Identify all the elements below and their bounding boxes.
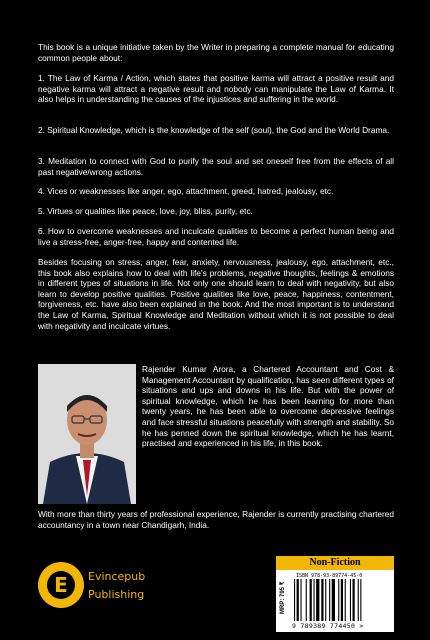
barcode-bar (294, 579, 295, 621)
barcode-icon (292, 579, 390, 621)
barcode-bar (310, 579, 312, 621)
barcode-bar (332, 579, 335, 621)
mrp-label: MRP: 795 ₹ (280, 581, 286, 614)
point-1: 1. The Law of Karma / Action, which states that positive karma will attract a positive result and negative karma will attract a negative result and nobody can manipulate the Law of Karma. It also helps in understanding the causes of the injustices and suffering in the world. (38, 73, 394, 105)
barcode-number: 9 789389 774450 > (292, 622, 364, 630)
author-bio-continued: With more than thirty years of professional experience, Rajender is currently practising chartered accountancy in a town near Chandigarh, India. (38, 509, 394, 530)
author-bio: Rajender Kumar Arora, a Chartered Accountant and Cost & Management Accountant by qualification, has seen different types of situations and ups and downs in his life. But with the power of spiritual knowledge, which he has been learning for more than twenty years, he has been able to overcome depressive feelings and face stressful situations peacefully with strength and stability. So he has penned down the spiritual knowledge, which he has learnt, practised and experienced in his life, in this book. (142, 364, 394, 449)
barcode-bar (314, 579, 315, 621)
genre-badge: Non-Fiction (276, 556, 394, 570)
barcode-bar (316, 579, 319, 621)
barcode-bar (321, 579, 323, 621)
publisher-name-line1: Evincepub (88, 570, 146, 583)
logo-letter: E (47, 571, 75, 599)
publisher-logo (38, 562, 178, 614)
isbn-text: ISBN 978-93-89774-45-0 (296, 573, 363, 579)
barcode-bar (353, 579, 355, 621)
author-portrait-icon (38, 364, 136, 504)
point-2: 2. Spiritual Knowledge, which is the knowledge of the self (soul), the God and the World Drama. (38, 125, 390, 135)
intro-paragraph: This book is a unique initiative taken by the Writer in preparing a complete manual for educating common people about: (38, 42, 394, 63)
barcode-bar (297, 579, 299, 621)
author-photo (38, 364, 136, 504)
barcode-bar (301, 579, 302, 621)
barcode-bar (358, 579, 359, 621)
barcode-bar (350, 579, 351, 621)
summary-paragraph: Besides focusing on stress, anger, fear, anxiety, nervousness, jealousy, ego, attachment, etc., this book also explains how to deal with life's problems, negative thoughts, feelings & emotions in different types of situations in life. Not only one should learn to deal with negativity, but also learn to develop positive qualities. Positive qualities like love, peace, happiness, contentment, forgiveness, etc. have also been explained in the book. And the most important is to understand the Law of Karma, Spiritual Knowledge and Meditation without which it is not possible to deal with negativity and inculcate virtues. (38, 257, 394, 331)
publisher-name-line2: Publishing (88, 588, 145, 601)
barcode-bar (345, 579, 346, 621)
barcode-bar (325, 579, 326, 621)
point-3: 3. Meditation to connect with God to purify the soul and set oneself free from the effects of all past negative/wrong actions. (38, 156, 394, 177)
barcode-bar (338, 579, 339, 621)
barcode-box (276, 570, 394, 632)
point-4: 4. Vices or weaknesses like anger, ego, attachment, greed, hatred, jealousy, etc. (38, 186, 334, 196)
barcode-bar (306, 579, 307, 621)
barcode-bar (329, 579, 330, 621)
barcode-bar (360, 579, 361, 621)
point-6: 6. How to overcome weaknesses and inculcate qualities to become a perfect human being and live a stress-free, anger-free, happy and contented life. (38, 226, 394, 247)
point-5: 5. Virtues or qualities like peace, love, joy, bliss, purity, etc. (38, 206, 253, 216)
barcode-bar (341, 579, 343, 621)
publisher-logo-icon (38, 562, 84, 608)
